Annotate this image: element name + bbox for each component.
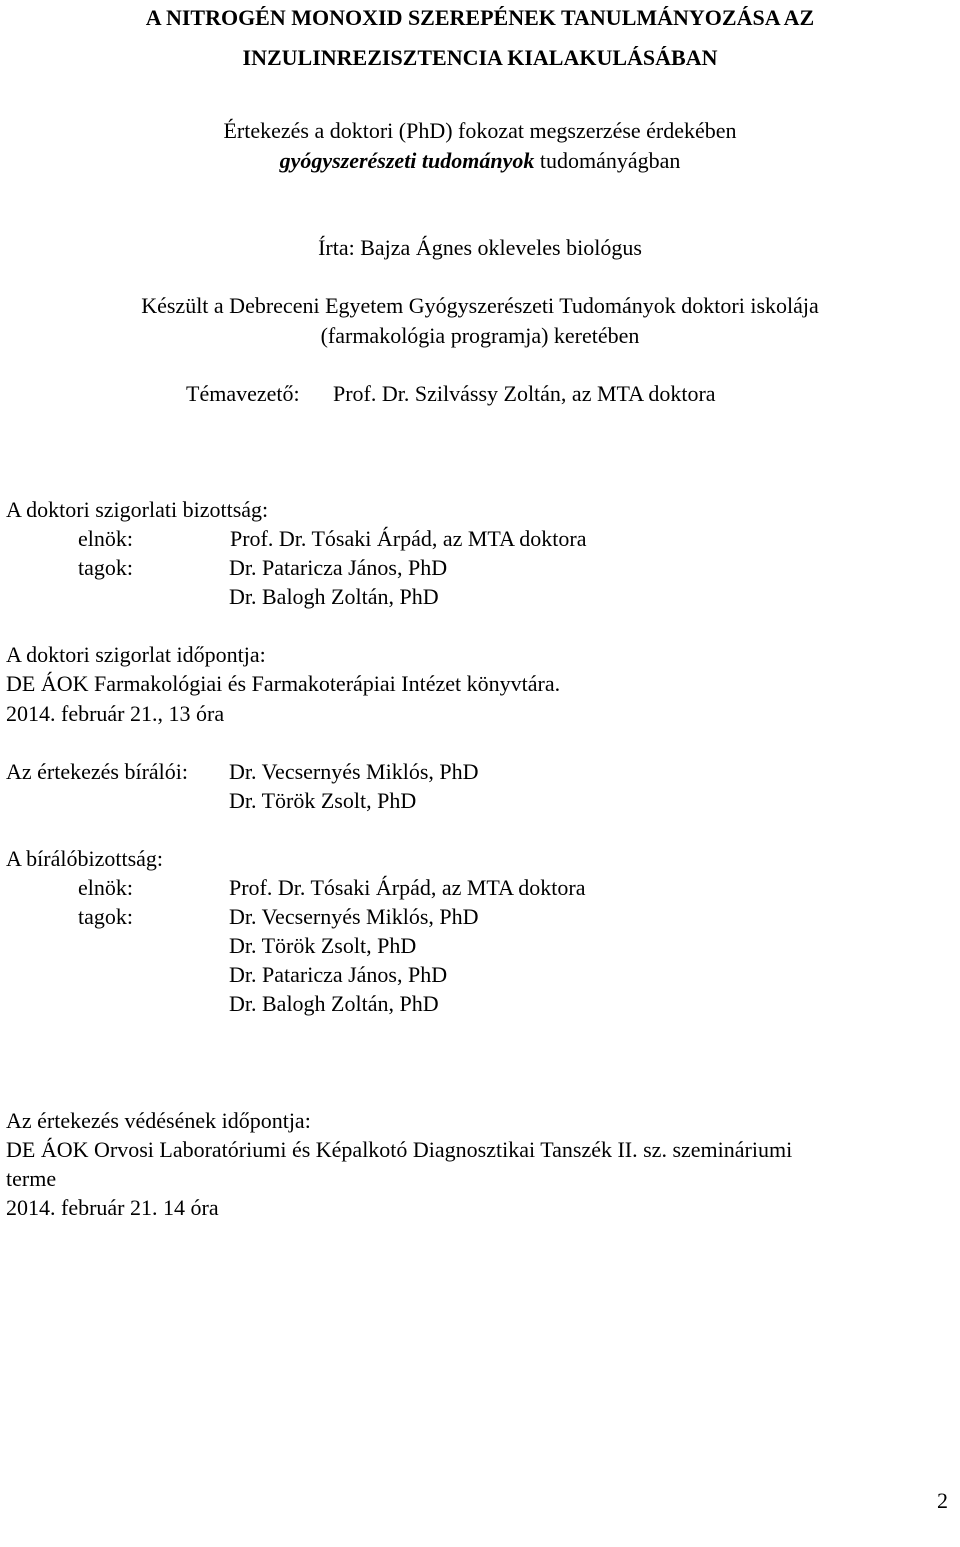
review-members-label: tagok: [78, 904, 133, 929]
degree-line: Értekezés a doktori (PhD) fokozat megszerzése érdekében [223, 118, 737, 143]
degree-field-line [0, 150, 960, 172]
title-line-1: A NITROGÉN MONOXID SZEREPÉNEK TANULMÁNYOZÁSA AZ [145, 5, 815, 30]
review-member: Dr. Pataricza János, PhD [229, 962, 448, 987]
review-member: Dr. Balogh Zoltán, PhD [229, 991, 439, 1016]
school-line-2: (farmakológia programja) keretében [320, 323, 640, 348]
exam-committee-heading: A doktori szigorlati bizottság: [6, 497, 269, 522]
reviewers-label: Az értekezés bírálói: [6, 759, 189, 784]
degree-field: gyógyszerészeti tudományok [279, 148, 535, 173]
review-chair-label: elnök: [78, 875, 133, 900]
degree-field-suffix: tudományágban [534, 148, 681, 173]
reviewer-name: Dr. Vecsernyés Miklós, PhD [229, 759, 479, 784]
exam-chair-label: elnök: [78, 526, 133, 551]
review-member: Dr. Török Zsolt, PhD [229, 933, 417, 958]
school-line-1: Készült a Debreceni Egyetem Gyógyszerészeti Tudományok doktori iskolája [141, 293, 819, 318]
exam-time-heading: A doktori szigorlat időpontja: [6, 642, 266, 667]
exam-date: 2014. február 21., 13 óra [6, 701, 225, 726]
review-committee-heading: A bírálóbizottság: [6, 846, 164, 871]
author-line: Írta: Bajza Ágnes okleveles biológus [318, 235, 642, 260]
defense-place-line-2: terme [6, 1166, 57, 1191]
defense-date: 2014. február 21. 14 óra [6, 1195, 219, 1220]
review-chair: Prof. Dr. Tósaki Árpád, az MTA doktora [229, 875, 586, 900]
title-line-2: INZULINREZISZTENCIA KIALAKULÁSÁBAN [242, 45, 718, 70]
exam-members-label: tagok: [78, 555, 133, 580]
defense-heading: Az értekezés védésének időpontja: [6, 1108, 311, 1133]
supervisor-name: Prof. Dr. Szilvássy Zoltán, az MTA doktora [333, 381, 716, 406]
review-member: Dr. Vecsernyés Miklós, PhD [229, 904, 479, 929]
exam-member: Dr. Pataricza János, PhD [229, 555, 448, 580]
exam-chair: Prof. Dr. Tósaki Árpád, az MTA doktora [230, 526, 587, 551]
exam-place: DE ÁOK Farmakológiai és Farmakoterápiai Intézet könyvtára. [6, 671, 561, 696]
page-number: 2 [937, 1488, 948, 1513]
exam-member: Dr. Balogh Zoltán, PhD [229, 584, 439, 609]
reviewer-name: Dr. Török Zsolt, PhD [229, 788, 417, 813]
defense-place-line-1: DE ÁOK Orvosi Laboratóriumi és Képalkotó Diagnosztikai Tanszék II. sz. szemináriumi [6, 1137, 793, 1162]
supervisor-label: Témavezető: [186, 381, 300, 406]
